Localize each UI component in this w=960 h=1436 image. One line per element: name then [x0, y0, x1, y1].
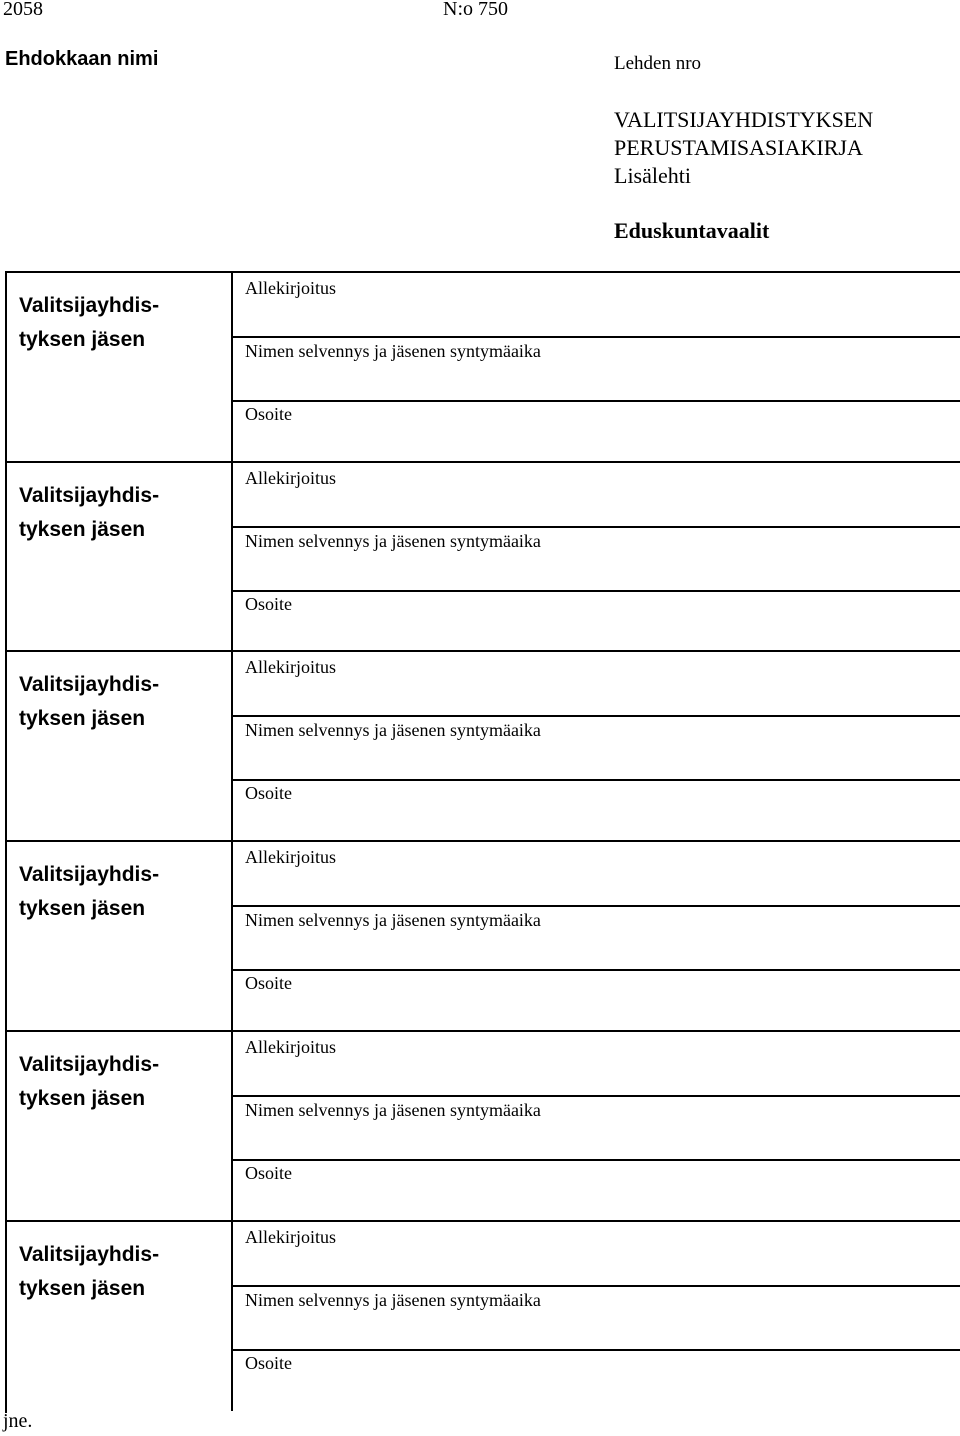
member-row — [7, 1032, 960, 1222]
row-separator — [5, 1220, 960, 1222]
member-label-line2: tyksen jäsen — [19, 1276, 146, 1300]
footer-note: jne. — [3, 1410, 33, 1432]
member-label — [19, 858, 159, 926]
row-separator — [5, 1030, 960, 1032]
signature-field-label: Allekirjoitus — [245, 1036, 336, 1057]
name-birthdate-field-label: Nimen selvennys ja jäsenen syntymäaika — [245, 530, 541, 551]
name-birthdate-field-label: Nimen selvennys ja jäsenen syntymäaika — [245, 910, 541, 931]
field-line[interactable] — [233, 400, 960, 402]
member-signature-table — [5, 271, 960, 1413]
member-label-line2: tyksen jäsen — [19, 517, 146, 541]
document-title-line3: Lisälehti — [614, 163, 691, 188]
field-line[interactable] — [233, 779, 960, 781]
field-line[interactable] — [233, 526, 960, 528]
member-row — [7, 652, 960, 842]
field-line[interactable] — [233, 715, 960, 717]
member-label-line1: Valitsijayhdis- — [19, 294, 160, 317]
column-divider — [231, 1222, 233, 1412]
address-field-label: Osoite — [245, 973, 292, 994]
address-field-label: Osoite — [245, 1162, 292, 1183]
member-label — [19, 479, 159, 547]
row-separator — [5, 840, 960, 842]
signature-field-label: Allekirjoitus — [245, 278, 336, 298]
name-birthdate-field-label: Nimen selvennys ja jäsenen syntymäaika — [245, 1289, 541, 1310]
address-field-label: Osoite — [245, 404, 292, 424]
address-field-label: Osoite — [245, 1352, 292, 1373]
field-line[interactable] — [233, 590, 960, 592]
column-divider — [231, 842, 233, 1032]
member-label — [19, 289, 159, 357]
document-title — [614, 106, 954, 190]
column-divider — [231, 273, 233, 463]
candidate-name-label: Ehdokkaan nimi — [5, 48, 159, 70]
column-divider — [231, 463, 233, 653]
member-label-line1: Valitsijayhdis- — [19, 673, 160, 697]
election-label: Eduskuntavaalit — [614, 218, 770, 243]
document-title-line2: PERUSTAMISASIAKIRJA — [614, 135, 863, 160]
member-label-line1: Valitsijayhdis- — [19, 1242, 160, 1266]
member-row — [7, 273, 960, 463]
row-separator — [5, 650, 960, 652]
name-birthdate-field-label: Nimen selvennys ja jäsenen syntymäaika — [245, 720, 541, 741]
member-row — [7, 463, 960, 653]
signature-field-label: Allekirjoitus — [245, 657, 336, 678]
page-number: 2058 — [3, 0, 43, 20]
member-label — [19, 1048, 159, 1116]
field-line[interactable] — [233, 1349, 960, 1351]
address-field-label: Osoite — [245, 783, 292, 804]
name-birthdate-field-label: Nimen selvennys ja jäsenen syntymäaika — [245, 341, 541, 361]
member-label-line1: Valitsijayhdis- — [19, 863, 160, 887]
field-line[interactable] — [233, 969, 960, 971]
member-row — [7, 1222, 960, 1412]
field-line[interactable] — [233, 1095, 960, 1097]
field-line[interactable] — [233, 1285, 960, 1287]
member-label-line2: tyksen jäsen — [19, 328, 146, 351]
member-label-line2: tyksen jäsen — [19, 1086, 146, 1110]
signature-field-label: Allekirjoitus — [245, 847, 336, 868]
row-separator — [5, 461, 960, 463]
member-label-line2: tyksen jäsen — [19, 897, 146, 921]
signature-field-label: Allekirjoitus — [245, 1226, 336, 1247]
member-label-line1: Valitsijayhdis- — [19, 1052, 160, 1076]
field-line[interactable] — [233, 1159, 960, 1161]
address-field-label: Osoite — [245, 593, 292, 614]
member-row — [7, 842, 960, 1032]
name-birthdate-field-label: Nimen selvennys ja jäsenen syntymäaika — [245, 1099, 541, 1120]
field-line[interactable] — [233, 336, 960, 338]
member-label-line1: Valitsijayhdis- — [19, 483, 160, 507]
member-label — [19, 668, 159, 736]
issue-number: N:o 750 — [443, 0, 508, 20]
member-label — [19, 1238, 159, 1306]
column-divider — [231, 1032, 233, 1222]
member-label-line2: tyksen jäsen — [19, 707, 146, 731]
field-line[interactable] — [233, 905, 960, 907]
signature-field-label: Allekirjoitus — [245, 467, 336, 488]
column-divider — [231, 652, 233, 842]
document-title-line1: VALITSIJAYHDISTYKSEN — [614, 107, 874, 132]
sheet-number-label: Lehden nro — [614, 53, 702, 74]
